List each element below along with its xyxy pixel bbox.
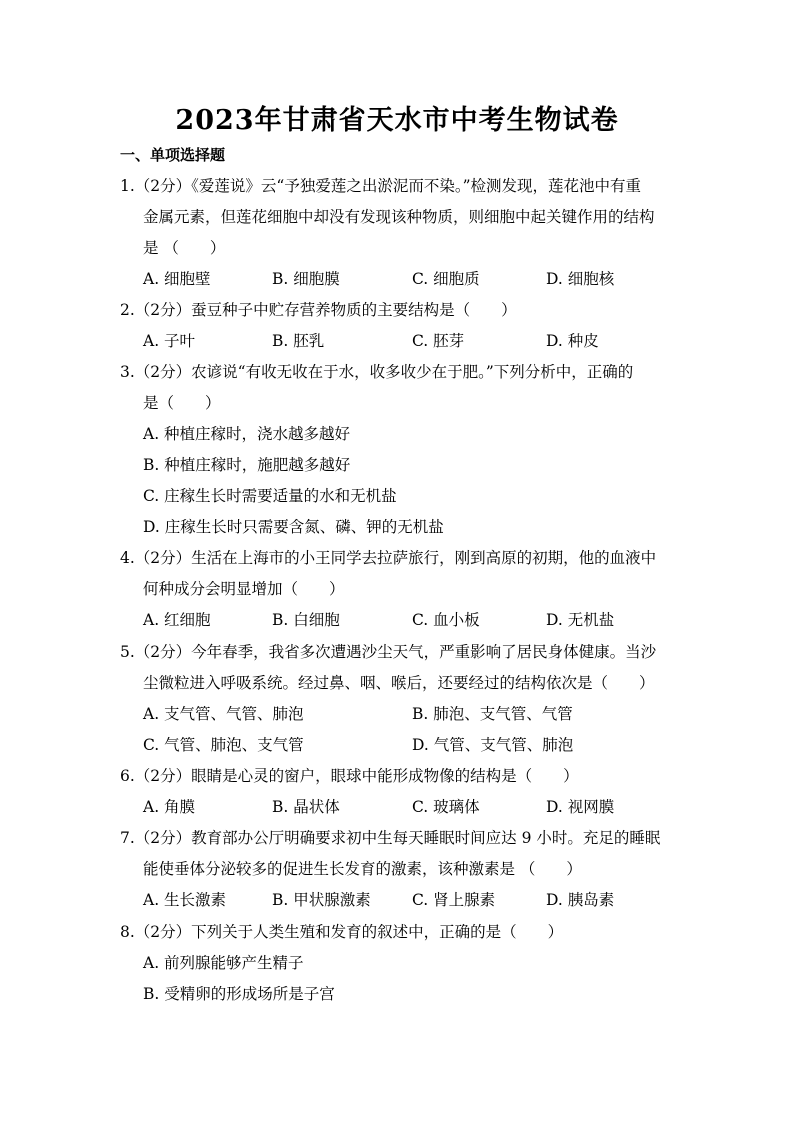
question-3-option-b: B. 种植庄稼时，施肥越多越好 bbox=[143, 456, 351, 474]
question-1-line-3: 是 （ ） bbox=[143, 239, 226, 257]
question-5-option-b: B. 肺泡、支气管、气管 bbox=[412, 705, 573, 723]
question-1-option-a: A. 细胞壁 bbox=[143, 270, 211, 288]
question-6-line-1: 6.（2分）眼睛是心灵的窗户，眼球中能形成物像的结构是（ ） bbox=[120, 767, 579, 785]
question-6-option-a: A. 角膜 bbox=[143, 798, 196, 816]
question-2-option-a: A. 子叶 bbox=[143, 332, 196, 350]
question-7-option-d: D. 胰岛素 bbox=[546, 891, 615, 909]
question-4-option-a: A. 红细胞 bbox=[143, 611, 211, 629]
question-2-line-1: 2.（2分）蚕豆种子中贮存营养物质的主要结构是（ ） bbox=[120, 301, 517, 319]
section-heading: 一、单项选择题 bbox=[120, 146, 226, 164]
question-7-line-2: 能使垂体分泌较多的促进生长发育的激素，该种激素是 （ ） bbox=[143, 860, 582, 878]
question-7-option-a: A. 生长激素 bbox=[143, 891, 227, 909]
question-1-option-c: C. 细胞质 bbox=[412, 270, 480, 288]
question-4-option-d: D. 无机盐 bbox=[546, 611, 615, 629]
question-6-option-d: D. 视网膜 bbox=[546, 798, 615, 816]
question-6-option-c: C. 玻璃体 bbox=[412, 798, 480, 816]
question-3-option-a: A. 种植庄稼时，浇水越多越好 bbox=[143, 425, 351, 443]
question-8-option-b: B. 受精卵的形成场所是子宫 bbox=[143, 985, 335, 1003]
question-5-line-2: 尘微粒进入呼吸系统。经过鼻、咽、喉后，还要经过的结构依次是（ ） bbox=[143, 674, 655, 692]
question-5-option-a: A. 支气管、气管、肺泡 bbox=[143, 705, 304, 723]
question-4-option-c: C. 血小板 bbox=[412, 611, 480, 629]
question-7-option-b: B. 甲状腺激素 bbox=[272, 891, 371, 909]
exam-title: 2023年甘肃省天水市中考生物试卷 bbox=[175, 105, 619, 136]
question-4-option-b: B. 白细胞 bbox=[272, 611, 340, 629]
question-3-option-d: D. 庄稼生长时只需要含氮、磷、钾的无机盐 bbox=[143, 518, 444, 536]
question-2-option-d: D. 种皮 bbox=[546, 332, 599, 350]
question-2-option-b: B. 胚乳 bbox=[272, 332, 325, 350]
question-5-option-d: D. 气管、支气管、肺泡 bbox=[412, 736, 574, 754]
question-7-option-c: C. 肾上腺素 bbox=[412, 891, 496, 909]
question-1-line-2: 金属元素，但莲花细胞中却没有发现该种物质，则细胞中起关键作用的结构 bbox=[143, 208, 655, 226]
question-2-option-c: C. 胚芽 bbox=[412, 332, 465, 350]
question-3-option-c: C. 庄稼生长时需要适量的水和无机盐 bbox=[143, 487, 397, 505]
question-8-option-a: A. 前列腺能够产生精子 bbox=[143, 954, 304, 972]
question-8-line-1: 8.（2分）下列关于人类生殖和发育的叙述中，正确的是（ ） bbox=[120, 923, 564, 941]
question-1-line-1: 1.（2分）《爱莲说》云“予独爱莲之出淤泥而不染。”检测发现，莲花池中有重 bbox=[120, 177, 642, 195]
question-3-line-2: 是（ ） bbox=[143, 394, 221, 412]
question-1-option-d: D. 细胞核 bbox=[546, 270, 615, 288]
question-3-line-1: 3.（2分）农谚说“有收无收在于水，收多收少在于肥。”下列分析中，正确的 bbox=[120, 363, 634, 381]
question-5-option-c: C. 气管、肺泡、支气管 bbox=[143, 736, 304, 754]
question-5-line-1: 5.（2分）今年春季，我省多次遭遇沙尘天气，严重影响了居民身体健康。当沙 bbox=[120, 643, 657, 661]
question-1-option-b: B. 细胞膜 bbox=[272, 270, 340, 288]
question-4-line-2: 何种成分会明显增加（ ） bbox=[143, 580, 345, 598]
question-4-line-1: 4.（2分）生活在上海市的小王同学去拉萨旅行，刚到高原的初期，他的血液中 bbox=[120, 549, 657, 567]
question-7-line-1: 7.（2分）教育部办公厅明确要求初中生每天睡眠时间应达 9 小时。充足的睡眠 bbox=[120, 829, 661, 847]
question-6-option-b: B. 晶状体 bbox=[272, 798, 340, 816]
